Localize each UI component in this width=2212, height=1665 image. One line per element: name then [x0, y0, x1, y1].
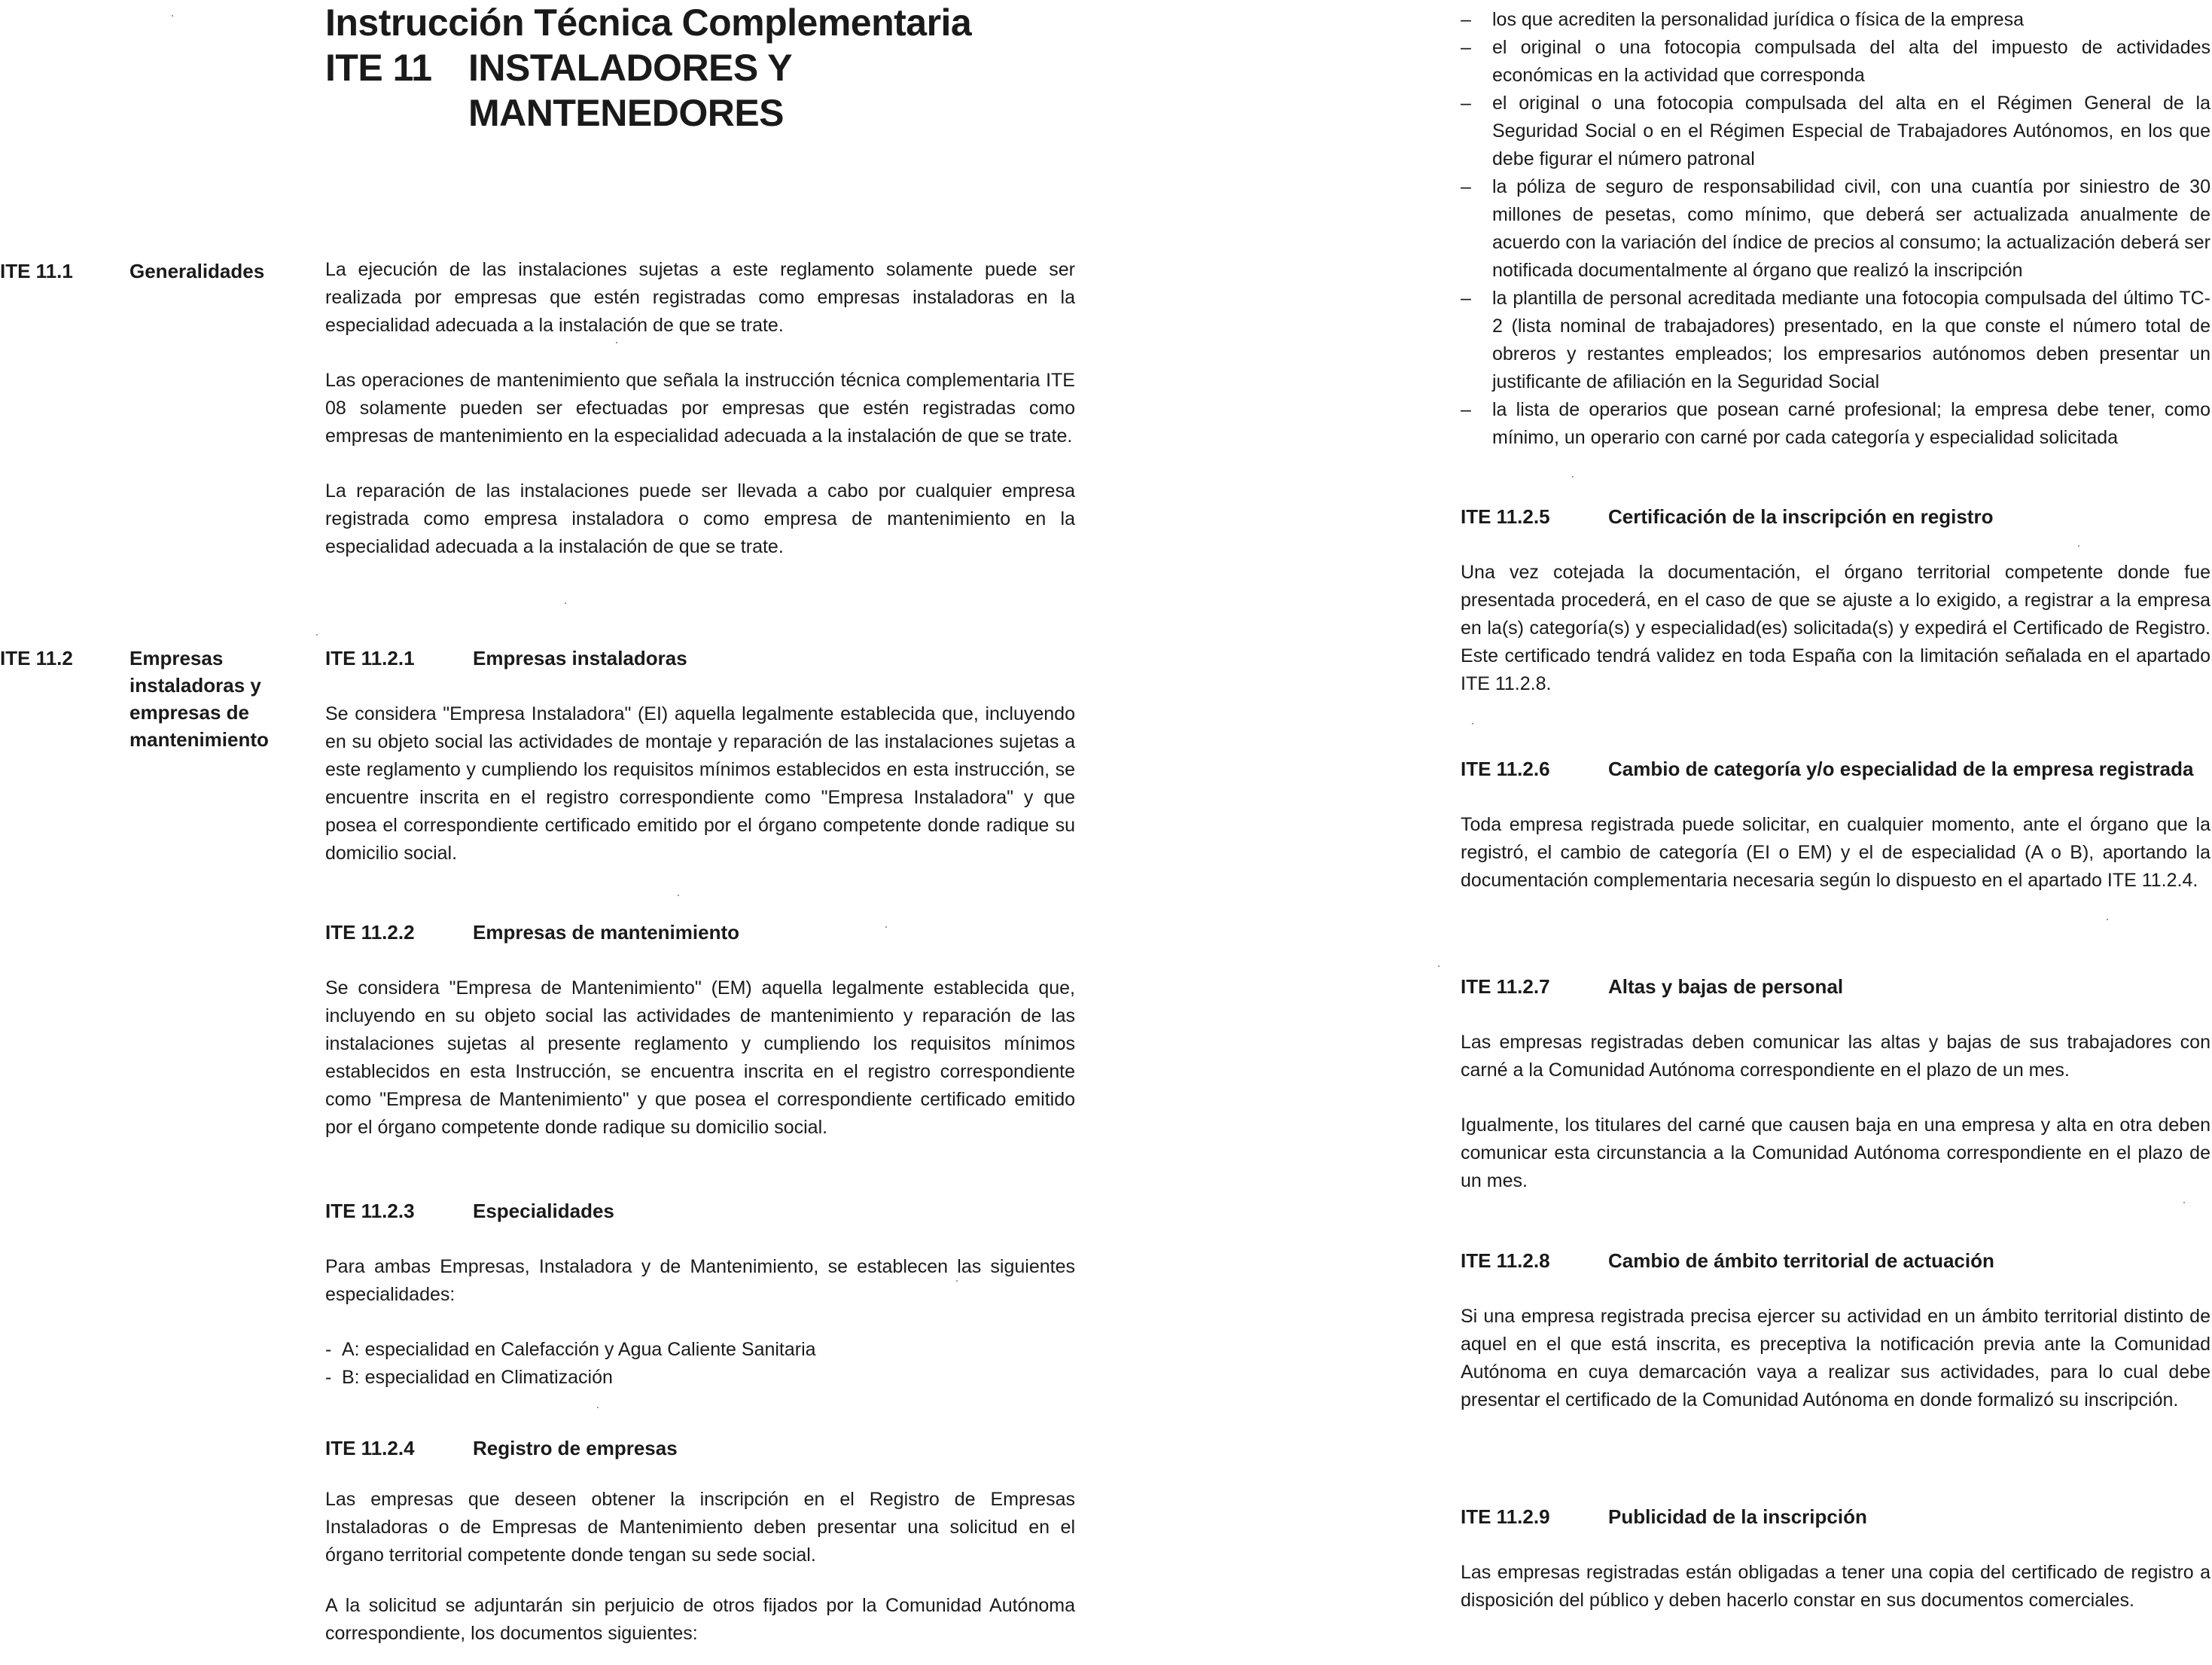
subsection-number: ITE 11.2.1 — [325, 647, 415, 669]
list-item: – la póliza de seguro de responsabilidad civil, con una cuantía por siniestro de 30 millones de pesetas, como mínimo, que deberá ser actualizada anualmente de acuerdo con la variación del índice de precios al consumo; la actualización deberá ser notificada documentalmente al órgano que realizó la inscripción — [1461, 173, 2210, 285]
scan-speck — [565, 602, 566, 604]
subsection-title: Certificación de la inscripción en registro — [1608, 505, 1994, 528]
subsection-title: Registro de empresas — [473, 1437, 678, 1459]
subsection — [1461, 503, 2210, 698]
scan-speck — [597, 1407, 599, 1408]
paragraph: Las empresas registradas deben comunicar las altas y bajas de sus trabajadores con carné a la Comunidad Autónoma correspondiente en el plazo de un mes. — [1461, 1032, 2210, 1081]
specialties-list — [325, 1336, 1078, 1392]
subsection-number: ITE 11.2.7 — [1461, 975, 1550, 998]
subsection-number: ITE 11.2.3 — [325, 1200, 415, 1222]
list-item: – la plantilla de personal acreditada mediante una fotocopia compulsada del último TC-2 (lista nominal de trabajadores) presentado, en la que conste el número total de obreros y restantes empleados; los empresarios autónomos deben presentar un justificante de afiliación en la Seguridad Social — [1461, 285, 2210, 396]
subsection-title: Cambio de ámbito territorial de actuación — [1608, 1249, 1994, 1272]
subsection — [325, 1435, 1075, 1648]
scan-speck — [172, 15, 173, 17]
subsection-number: ITE 11.2.9 — [1461, 1505, 1550, 1528]
subsection — [325, 1197, 1078, 1392]
scan-speck — [1438, 965, 1440, 967]
list-item: – la lista de operarios que posean carné profesional; la empresa debe tener, como mínimo, un operario con carné por cada categoría y especialidad solicitada — [1461, 396, 2210, 452]
subsection-number: ITE 11.2.8 — [1461, 1249, 1550, 1272]
subsection-title: Especialidades — [473, 1200, 614, 1222]
scan-speck — [2183, 1202, 2185, 1203]
title-code: ITE 11 — [325, 47, 432, 89]
paragraph: Igualmente, los titulares del carné que causen baja en una empresa y alta en otra deben comunicar esta circunstancia a la Comunidad Autónoma correspondiente en el plazo de un mes. — [1461, 1115, 2210, 1191]
paragraph: La ejecución de las instalaciones sujetas a este reglamento solamente puede ser realizada por empresas que estén registradas como empresas instaladoras en la especialidad adecuada a la instalación de que se trate. — [325, 259, 1075, 336]
title-line-1: Instrucción Técnica Complementaria — [325, 2, 972, 44]
paragraph: A la solicitud se adjuntarán sin perjuicio de otros fijados por la Comunidad Autónoma correspondiente, los documentos siguientes: — [325, 1595, 1075, 1644]
subsection-title: Empresas instaladoras — [473, 647, 687, 669]
title-line-3: MANTENEDORES — [468, 92, 785, 134]
paragraph: Se considera "Empresa Instaladora" (EI) aquella legalmente establecida que, incluyendo en su objeto social las actividades de montaje y reparación de las instalaciones sujetas a este reglamento y cumpliendo los requisitos mínimos establecidos en esta instrucción, se encuentre inscrita en el registro correspondiente como "Empresa Instaladora" y que posea el correspondiente certificado emitido por el órgano competente donde radique su domicilio social. — [325, 703, 1075, 864]
scan-speck — [2107, 919, 2108, 920]
scan-speck — [885, 926, 887, 928]
subsection — [325, 919, 1075, 1142]
paragraph: Si una empresa registrada precisa ejercer su actividad en un ámbito territorial distinto de aquel en el que está inscrita, es preceptiva la notificación previa ante la Comunidad Autónoma en cuya demarcación vaya a realizar sus actividades, para lo cual debe presentar el certificado de la Comunidad Autónoma en donde formalizó su inscripción. — [1461, 1306, 2210, 1410]
scan-speck — [1472, 723, 1473, 724]
documents-list — [1461, 6, 2210, 452]
document-title — [325, 0, 1078, 136]
section-name: Empresas instaladoras y empresas de mantenimiento — [129, 647, 269, 751]
subsection-number: ITE 11.2.5 — [1461, 505, 1550, 528]
subsection — [1461, 1503, 2210, 1615]
scan-speck — [316, 634, 318, 636]
scan-speck — [616, 342, 617, 343]
scan-speck — [1572, 476, 1574, 477]
list-item: – el original o una fotocopia compulsada del alta del impuesto de actividades económicas en la actividad que corresponda — [1461, 34, 2210, 90]
scan-speck — [956, 1280, 958, 1282]
subsection-number: ITE 11.2.2 — [325, 921, 415, 944]
list-item: - B: especialidad en Climatización — [325, 1364, 1078, 1392]
scan-speck — [678, 895, 679, 896]
paragraph: Para ambas Empresas, Instaladora y de Mantenimiento, se establecen las siguientes especialidades: — [325, 1256, 1075, 1305]
subsection-title: Empresas de mantenimiento — [473, 921, 739, 944]
list-item: – los que acrediten la personalidad jurídica o física de la empresa — [1461, 6, 2210, 34]
section-number: ITE 11.1 — [0, 260, 73, 282]
title-line-2: INSTALADORES Y — [468, 47, 793, 89]
list-item: – el original o una fotocopia compulsada del alta en el Régimen General de la Seguridad Social o en el Régimen Especial de Trabajadores Autónomos, en los que debe figurar el número patronal — [1461, 90, 2210, 173]
paragraph: Las operaciones de mantenimiento que señala la instrucción técnica complementaria ITE 08 solamente pueden ser efectuadas por empresas que estén registradas como empresas de mantenimiento en la especialidad adecuada a la instalación de que se trate. — [325, 370, 1075, 447]
section-body — [325, 256, 1075, 561]
paragraph: Una vez cotejada la documentación, el órgano territorial competente donde fue presentada procederá, en el caso de que se ajuste a lo exigido, a registrar a la empresa en la(s) categoría(s) y especialidad(es) solicitada(s) y expedirá el Certificado de Registro. Este certificado tendrá validez en toda España con la limitación señalada en el apartado ITE 11.2.8. — [1461, 562, 2210, 694]
paragraph: Toda empresa registrada puede solicitar, en cualquier momento, ante el órgano que la registró, el cambio de categoría (EI o EM) y el de especialidad (A o B), aportando la documentación complementaria necesaria según lo dispuesto en el apartado ITE 11.2.4. — [1461, 814, 2210, 891]
subsection — [1461, 1247, 2210, 1414]
subsection-title: Cambio de categoría y/o especialidad de la empresa registrada — [1608, 758, 2194, 780]
subsection-title: Publicidad de la inscripción — [1608, 1505, 1867, 1528]
paragraph: Se considera "Empresa de Mantenimiento" (EM) aquella legalmente establecida que, incluyendo en su objeto social las actividades de mantenimiento y reparación de las instalaciones sujetas al presente reglamento y cumpliendo los requisitos mínimos establecidos en esta Instrucción, se encuentra inscrita en el registro correspondiente como "Empresa de Mantenimiento" y que posea el correspondiente certificado emitido por el órgano competente donde radique su domicilio social. — [325, 977, 1075, 1138]
subsection-title: Altas y bajas de personal — [1608, 975, 1844, 998]
subsection — [325, 645, 1075, 868]
list-item: - A: especialidad en Calefacción y Agua Caliente Sanitaria — [325, 1336, 1078, 1364]
paragraph: La reparación de las instalaciones puede ser llevada a cabo por cualquier empresa registrada como empresa instaladora o como empresa de mantenimiento en la especialidad adecuada a la instalación de que se trate. — [325, 480, 1075, 557]
subsection — [1461, 973, 2210, 1195]
paragraph: Las empresas que deseen obtener la inscripción en el Registro de Empresas Instaladoras o de Empresas de Mantenimiento deben presentar una solicitud en el órgano territorial competente donde tengan su sede social. — [325, 1489, 1075, 1566]
subsection-number: ITE 11.2.6 — [1461, 758, 1550, 780]
documents-list-block — [1461, 6, 2210, 452]
paragraph: Las empresas registradas están obligadas a tener una copia del certificado de registro a disposición del público y deben hacerlo constar en sus documentos comerciales. — [1461, 1562, 2210, 1611]
section-number: ITE 11.2 — [0, 647, 73, 669]
subsection — [1461, 755, 2210, 895]
subsection-number: ITE 11.2.4 — [325, 1437, 415, 1459]
scan-speck — [2078, 545, 2079, 547]
section-name: Generalidades — [129, 260, 265, 282]
